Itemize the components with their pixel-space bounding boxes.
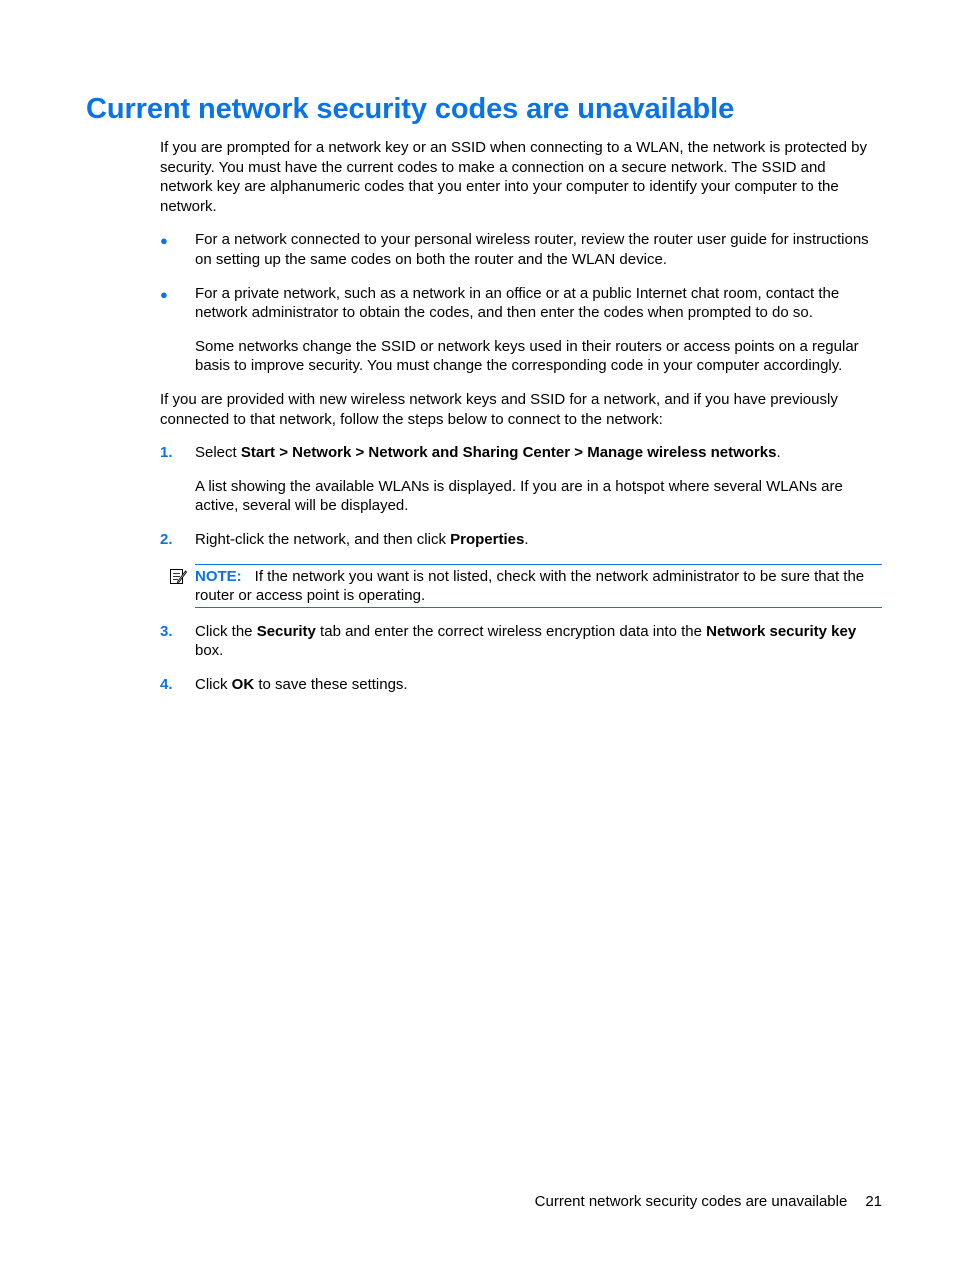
page-footer	[160, 1193, 882, 1210]
steps-intro-paragraph: If you are provided with new wireless network keys and SSID for a network, and if you have previously connected to that network, follow the steps below to connect to the network:	[160, 390, 838, 428]
bullet-text: For a private network, such as a network in an office or at a public Internet chat room, contact the network administrator to obtain the codes, and then enter the codes when prompted to do so.	[195, 284, 840, 322]
note-label: NOTE:	[195, 567, 242, 585]
footer-section-title: Current network security codes are unavailable	[534, 1193, 848, 1210]
properties-label: Properties	[450, 530, 525, 548]
intro-paragraph: If you are prompted for a network key or an SSID when connecting to a WLAN, the network is protected by security. You must have the current codes to make a connection on a secure network. The SSID and network key are alphanumeric codes that you enter into your computer to identify your computer to the network.	[160, 139, 868, 215]
step-3	[160, 622, 882, 661]
bullet-marker: ●	[160, 286, 168, 302]
step-text: Right-click the network, and then click Properties.	[195, 530, 529, 548]
page-content	[160, 138, 882, 694]
step-text: Click OK to save these settings.	[195, 675, 408, 693]
note-pad-icon	[169, 567, 187, 585]
step-2	[160, 530, 882, 550]
bullet-item	[160, 284, 882, 323]
bullet-item	[160, 230, 882, 269]
step-number: 2.	[160, 530, 173, 548]
page-title: Current network security codes are unavailable	[86, 93, 735, 125]
step-number: 4.	[160, 675, 173, 693]
step-text: Select Start > Network > Network and Sharing Center > Manage wireless networks.	[195, 444, 781, 462]
bullet-followup-paragraph: Some networks change the SSID or network keys used in their routers or access points on a regular basis to improve security. You must change the corresponding code in your computer accordingly.	[195, 337, 859, 375]
step-text: Click the Security tab and enter the correct wireless encryption data into the Network security key box.	[195, 622, 857, 660]
note-text: If the network you want is not listed, check with the network administrator to be sure that the router or access point is operating.	[195, 567, 865, 605]
bullet-text: For a network connected to your personal wireless router, review the router user guide for instructions on setting up the same codes on both the router and the WLAN device.	[195, 231, 869, 268]
menu-path: Start > Network > Network and Sharing Center > Manage wireless networks	[240, 444, 777, 462]
page-number: 21	[865, 1193, 882, 1210]
note-box	[195, 564, 882, 608]
step-1-detail: A list showing the available WLANs is displayed. If you are in a hotspot where several WLANs are active, several will be displayed.	[195, 477, 843, 515]
step-4	[160, 675, 882, 695]
step-number: 1.	[160, 444, 173, 462]
step-number: 3.	[160, 622, 173, 640]
step-1	[160, 443, 882, 463]
note-block	[160, 564, 882, 608]
bullet-marker: ●	[160, 233, 168, 249]
